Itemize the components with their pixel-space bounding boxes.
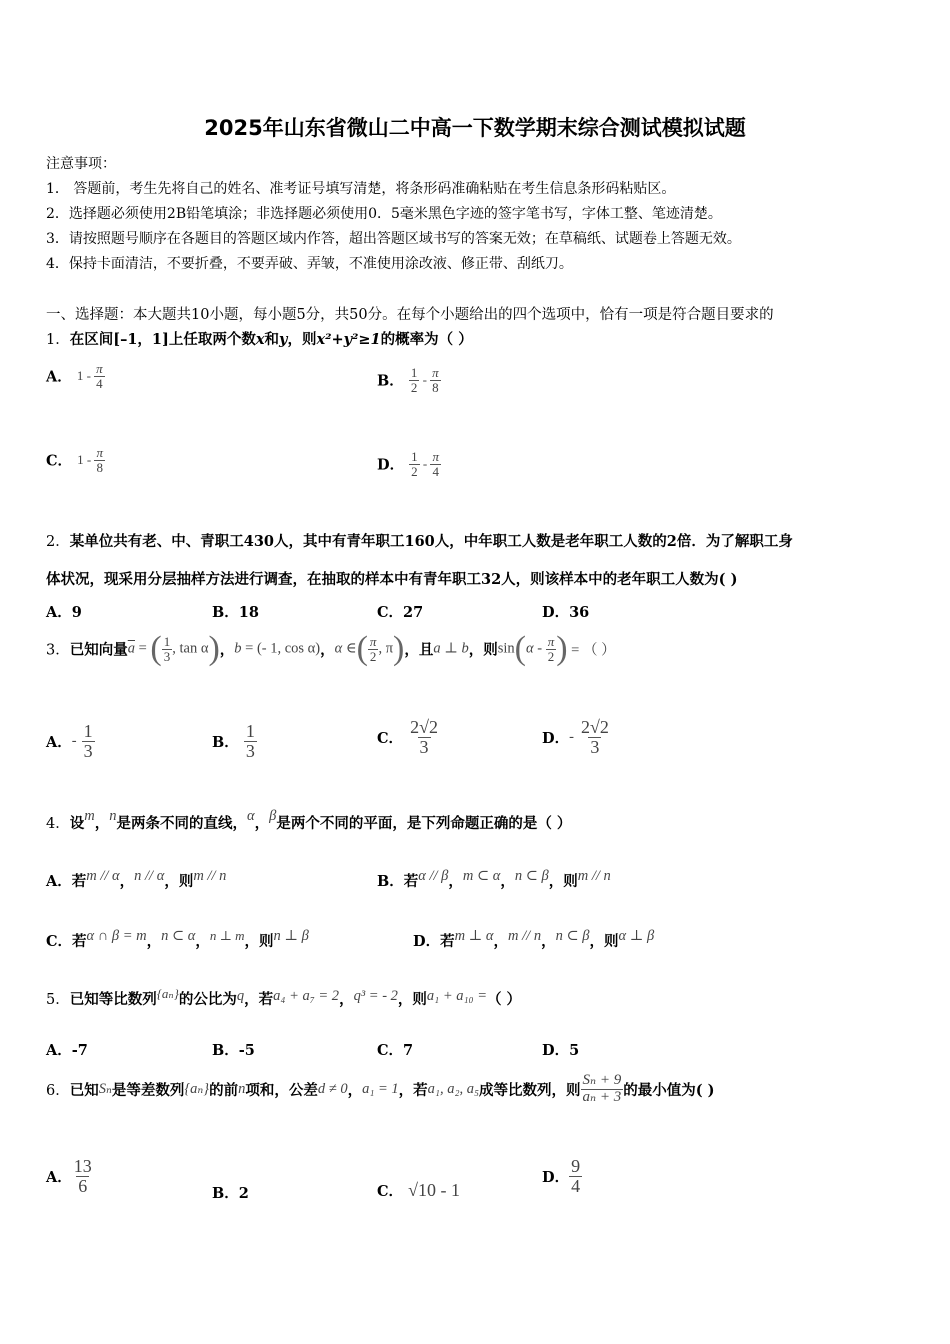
q6-option-c[interactable]: C． √10 - 1	[377, 1180, 460, 1200]
q3-option-a[interactable]: A．- $\frac{1}{3}$	[46, 721, 93, 761]
q2-option-d[interactable]: D．36	[542, 604, 590, 621]
q4-option-d[interactable]: D．若m ⊥ α，m // n，n ⊂ β，则α ⊥ β	[413, 928, 655, 950]
question-4: 4．设m，n是两条不同的直线，α，β是两个不同的平面，是下列命题正确的是（ ）	[46, 808, 572, 832]
q6-option-d[interactable]: D． $\frac{9}{4}$	[542, 1156, 581, 1196]
question-number: 4．	[46, 816, 70, 832]
note-item: 2．选择题必须使用2B铅笔填涂；非选择题必须使用0．5毫米黑色字迹的签字笔书写，字体工整、笔迹清楚。	[46, 206, 722, 222]
page-title: 2025年山东省微山二中高一下数学期末综合测试模拟试题	[204, 116, 746, 140]
question-number: 2．	[46, 534, 70, 550]
q1-option-d[interactable]: D． $\frac{1}{2}$ - $\frac{\pi}{4}$	[377, 449, 439, 479]
q4-option-b[interactable]: B．若α // β，m ⊂ α，n ⊂ β，则m // n	[377, 868, 611, 890]
question-5: 5．已知等比数列{aₙ}的公比为q，若a₄ + a₇ = 2，q³ = - 2，则a₁ + a₁₀ =（ ）	[46, 986, 522, 1008]
q5-option-c[interactable]: C．7	[377, 1042, 414, 1059]
question-2: 2．某单位共有老、中、青职工430人，其中有青年职工160人，中年职工人数是老年职工人数的2倍．为了解职工身	[46, 533, 793, 550]
q2-option-a[interactable]: A．9	[46, 604, 82, 621]
q5-option-a[interactable]: A．-7	[46, 1042, 88, 1059]
q5-option-b[interactable]: B．-5	[212, 1042, 255, 1059]
fraction: $\frac{1}{2}$	[411, 449, 418, 479]
fraction: $\frac{\pi}{4}$	[96, 361, 103, 391]
question-number: 1．	[46, 332, 70, 348]
q4-option-c[interactable]: C．若α ∩ β = m，n ⊂ α，n ⊥ m，则n ⊥ β	[46, 928, 309, 950]
q3-option-d[interactable]: D．- $\frac{2√2}{3}$	[542, 717, 609, 757]
note-item: 1． 答题前，考生先将自己的姓名、准考证号填写清楚，将条形码准确粘贴在考生信息条形码粘贴区。	[46, 181, 676, 197]
fraction: $\frac{\pi}{8}$	[96, 445, 103, 475]
q2-option-c[interactable]: C．27	[377, 604, 424, 621]
q2-option-b[interactable]: B．18	[212, 604, 259, 621]
q5-option-d[interactable]: D．5	[542, 1042, 580, 1059]
section-heading: 一、选择题：本大题共10小题，每小题5分，共50分。在每个小题给出的四个选项中，恰有一项是符合题目要求的	[46, 307, 774, 323]
fraction: $\frac{\pi}{4}$	[432, 449, 439, 479]
notes-heading: 注意事项：	[46, 156, 116, 172]
question-3: 3．已知向量$\overline{a}$ = ( $\frac{1}{3}$ , tan α)，b = (- 1, cos α)，α ∈( $\frac{\pi}{2}$ , π)，且a ⊥ b，则sin(α - $\frac{\pi}{2}$ ) = （ ）	[46, 630, 616, 667]
q3-option-c[interactable]: C． $\frac{2√2}{3}$	[377, 717, 438, 757]
fraction: $\frac{\pi}{8}$	[432, 365, 439, 395]
q3-option-b[interactable]: B． $\frac{1}{3}$	[212, 721, 255, 761]
q1-option-b[interactable]: B． $\frac{1}{2}$ - $\frac{\pi}{8}$	[377, 365, 439, 395]
q1-option-a[interactable]: A． 1 - $\frac{\pi}{4}$	[46, 361, 103, 391]
question-number: 3．	[46, 642, 70, 659]
q6-option-a[interactable]: A． $\frac{13}{6}$	[46, 1156, 92, 1196]
question-number: 6．	[46, 1082, 70, 1099]
question-1: 1．在区间[–1，1]上任取两个数x和y，则x²+y²≥1的概率为（ ）	[46, 331, 473, 348]
fraction: $\frac{1}{2}$	[410, 365, 418, 395]
question-2-line2: 体状况，现采用分层抽样方法进行调查，在抽取的样本中有青年职工32人，则该样本中的老年职工人数为( )	[46, 571, 738, 588]
q6-option-b[interactable]: B．2	[212, 1185, 249, 1202]
q1-expression: x²+y²≥1	[316, 331, 381, 348]
question-6: 6．已知Sₙ是等差数列{aₙ}的前n项和，公差d ≠ 0，a₁ = 1，若a₁, a₂, a₅成等比数列，则 $\frac{\text{Sₙ + 9}}{\text{aₙ + 3}}$ 的最小值为( )	[46, 1072, 715, 1105]
question-number: 5．	[46, 992, 70, 1008]
note-item: 4．保持卡面清洁，不要折叠，不要弄破、弄皱，不准使用涂改液、修正带、刮纸刀。	[46, 256, 573, 272]
note-item: 3．请按照题号顺序在各题目的答题区域内作答，超出答题区域书写的答案无效；在草稿纸、试题卷上答题无效。	[46, 231, 741, 247]
q1-option-c[interactable]: C． 1 - $\frac{\pi}{8}$	[46, 445, 103, 475]
q4-option-a[interactable]: A．若m // α，n // α，则m // n	[46, 868, 227, 890]
